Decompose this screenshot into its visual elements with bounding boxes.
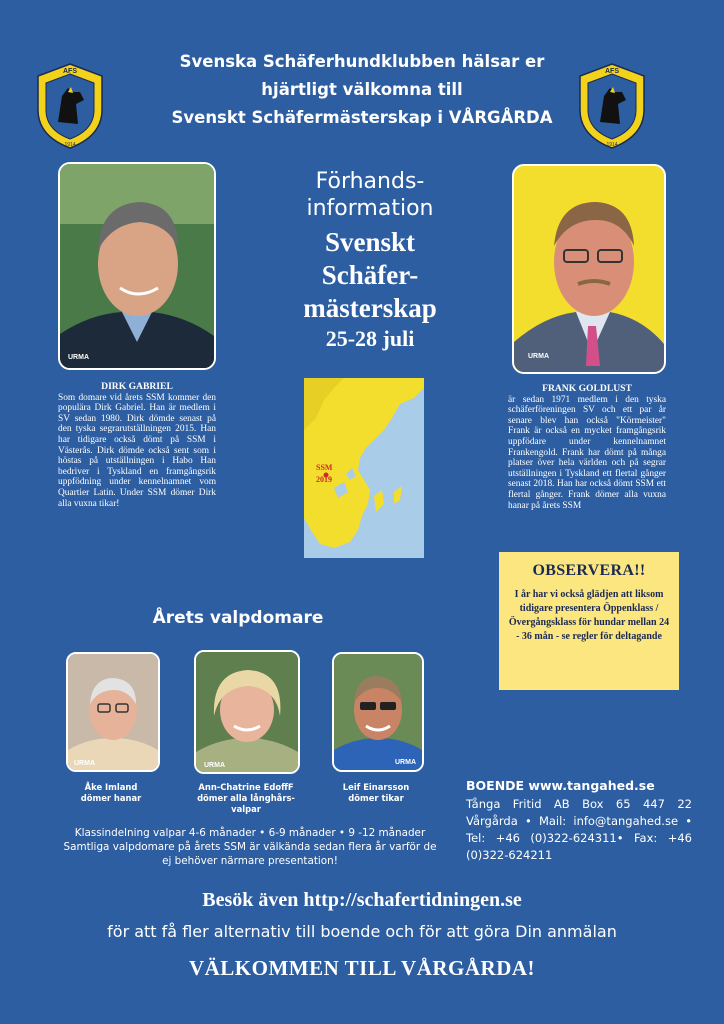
puppy-judge-name: Åke Imland — [84, 782, 138, 792]
map-label-ssm: SSM — [316, 463, 333, 472]
observera-box — [499, 552, 679, 690]
judge-name: DIRK GABRIEL — [101, 381, 173, 392]
visit-website-line: Besök även http://schafertidningen.se — [202, 889, 522, 911]
title-line-1: Svenskt — [324, 227, 416, 257]
svg-text:1914: 1914 — [64, 142, 76, 148]
svg-text:AFS: AFS — [605, 68, 619, 75]
welcome-header — [110, 48, 614, 132]
puppy-judge-name: Leif Einarsson — [342, 782, 410, 792]
header-line-2: hjärtligt välkomna till — [261, 80, 463, 99]
accommodation-info — [466, 778, 692, 864]
puppy-judge-role: dömer alla långhårs-valpar — [197, 793, 295, 814]
alternatives-line: för att få fler alternativ till boende och för att göra Din anmälan — [107, 922, 617, 941]
photo-leif-einarsson — [332, 652, 424, 772]
puppy-judge-role: dömer hanar — [80, 793, 142, 803]
judge-bio-text: Som domare vid årets SSM kommer den populära Dirk Gabriel. Han är medlem i SV sedan 1980. Dirk dömde senast på den tyska segrarutställningen 2015. Han har tidigare också dömt på SSM i Västerås. Dirk dömde också sent som i höstas på utställningen i Habo Han bedriver i Tyskland en framgångsrik uppfödning under kennelnamnet vom Quartier Latin. Under SSM dömer Dirk alla vuxna tikar! — [58, 392, 216, 509]
judge-name: FRANK GOLDLUST — [542, 383, 632, 394]
observera-text: I år har vi också glädjen att liksom tidigare presentera Öppenklass / Övergångsklass för hundar mellan 24 - 36 mån - se regler för deltagande — [508, 589, 670, 642]
photo-dirk-gabriel — [58, 162, 216, 370]
photo-credit: URMA — [68, 354, 89, 361]
bio-dirk-gabriel — [58, 382, 216, 509]
sweden-map — [304, 378, 424, 558]
caption-ann-chatrine-edoff — [192, 782, 300, 815]
title-line-3: mästerskap — [303, 293, 437, 323]
accommodation-title: BOENDE www.tangahed.se — [466, 778, 655, 793]
svg-text:AFS: AFS — [63, 68, 77, 75]
observera-title: OBSERVERA!! — [532, 562, 646, 579]
title-pre-2: information — [306, 196, 434, 221]
photo-frank-goldlust — [512, 164, 666, 374]
caption-ake-imland — [56, 782, 166, 804]
club-logo-left — [32, 62, 108, 150]
accommodation-text: Tånga Fritid AB Box 65 447 22 Vårgårda • Mail: info@tangahed.se • Tel: +46 (0)322-624311• Fax: +46 (0)322-624211 — [466, 797, 692, 862]
welcome-footer: VÄLKOMMEN TILL VÅRGÅRDA! — [188, 956, 536, 980]
caption-leif-einarsson — [326, 782, 426, 804]
judge-bio-text: är sedan 1971 medlem i den tyska schäferföreningen SV och ett par år senare blev han också "Körmeister" Frank är också en mycket framgångsrik uppfödare under kennelnamnet Frankengold. Frank har dömt på många platser över hela världen och på segrar utställningen i Tyskland ett flertal gånger senast 2018. Han har också dömt SSM ett flertal gånger. Frank dömer alla vuxna hanar på årets SSM — [508, 394, 666, 511]
bio-frank-goldlust — [508, 384, 666, 511]
puppy-class-info: Klassindelning valpar 4-6 månader • 6-9 månader • 9 -12 månader Samtliga valpdomare på årets SSM är välkända sedan flera år varför de ej behöver närmare presentation! — [63, 827, 437, 867]
header-line-3: Svenskt Schäfermästerskap i VÅRGÅRDA — [171, 108, 553, 127]
event-dates: 25-28 juli — [325, 326, 415, 351]
puppy-judges-heading: Årets valpdomare — [152, 608, 324, 628]
photo-credit: URMA — [528, 353, 549, 360]
title-pre-1: Förhands- — [315, 169, 425, 194]
photo-credit: URMA — [74, 760, 95, 767]
puppy-judge-role: dömer tikar — [348, 793, 404, 803]
photo-credit: URMA — [395, 759, 416, 766]
photo-credit: URMA — [204, 762, 225, 769]
title-line-2: Schäfer- — [321, 260, 419, 290]
svg-text:1914: 1914 — [606, 142, 618, 148]
photo-ann-chatrine-edoff — [194, 650, 300, 774]
pre-information-title — [270, 168, 470, 353]
header-line-1: Svenska Schäferhundklubben hälsar er — [179, 52, 545, 71]
map-label-year: 2019 — [316, 475, 332, 484]
puppy-judge-name: Ann-Chatrine EdoffF — [198, 782, 294, 792]
photo-ake-imland — [66, 652, 160, 772]
